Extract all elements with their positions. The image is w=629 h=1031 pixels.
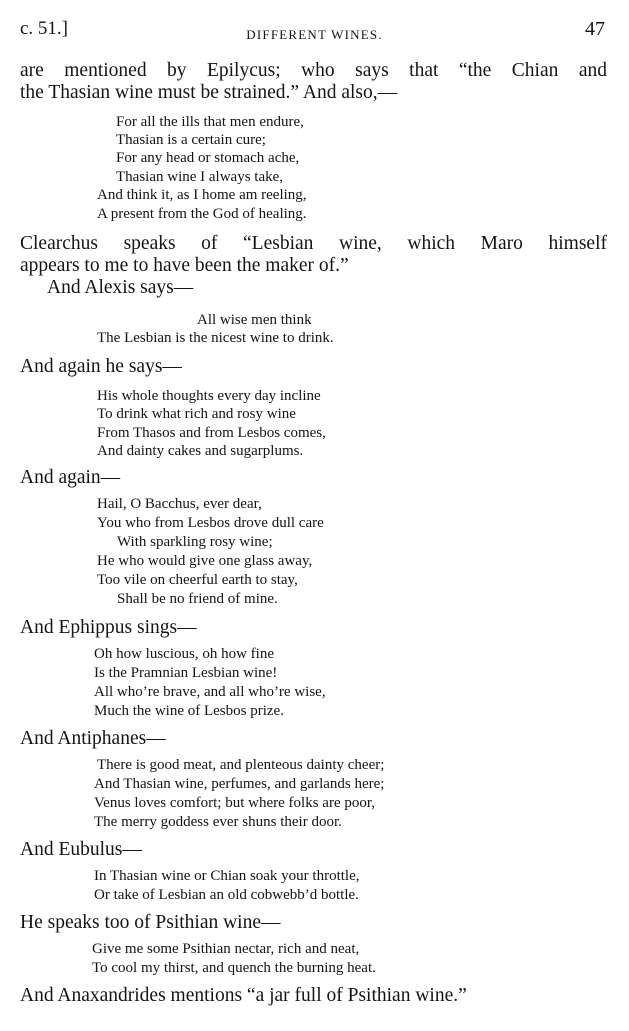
verse-line: There is good meat, and plenteous dainty cheer; xyxy=(97,757,385,773)
verse-line: Venus loves comfort; but where folks are poor, xyxy=(94,795,375,811)
verse-line: Much the wine of Lesbos prize. xyxy=(94,703,284,719)
verse-line: All who’re brave, and all who’re wise, xyxy=(94,684,326,700)
verse-line: Hail, O Bacchus, ever dear, xyxy=(97,496,262,512)
verse-line: Or take of Lesbian an old cobwebb’d bottle. xyxy=(94,887,359,903)
running-title: DIFFERENT WINES. xyxy=(246,27,383,42)
prose-line: And Anaxandrides mentions “a jar full of Psithian wine.” xyxy=(20,985,467,1006)
verse-line: You who from Lesbos drove dull care xyxy=(97,515,324,531)
verse-line: And Thasian wine, perfumes, and garlands here; xyxy=(94,776,385,792)
verse-line: Thasian is a certain cure; xyxy=(116,132,266,148)
verse-line: The merry goddess ever shuns their door. xyxy=(94,814,342,830)
prose-line: Clearchus speaks of “Lesbian wine, which Maro himself xyxy=(20,233,607,254)
verse-line: And think it, as I home am reeling, xyxy=(97,187,307,203)
prose-line: And Ephippus sings— xyxy=(20,617,197,638)
verse-line: He who would give one glass away, xyxy=(97,553,313,569)
verse-line: His whole thoughts every day incline xyxy=(97,388,321,404)
prose-line: And Alexis says— xyxy=(47,277,194,298)
verse-line: And dainty cakes and sugarplums. xyxy=(97,443,304,459)
verse-line: Give me some Psithian nectar, rich and neat, xyxy=(92,941,360,957)
verse-line: Is the Pramnian Lesbian wine! xyxy=(94,665,278,681)
verse-line: Oh how luscious, oh how fine xyxy=(94,646,274,662)
prose-line: are mentioned by Epilycus; who says that “the Chian and xyxy=(20,60,607,81)
verse-line: Too vile on cheerful earth to stay, xyxy=(97,572,298,588)
prose-line: And again he says— xyxy=(20,356,182,377)
verse-line: A present from the God of healing. xyxy=(97,206,307,222)
prose-line: And Eubulus— xyxy=(20,839,142,860)
verse-line: Thasian wine I always take, xyxy=(116,169,284,185)
chapter-reference: c. 51.] xyxy=(20,18,69,39)
prose-line: He speaks too of Psithian wine— xyxy=(20,912,281,933)
verse-line: For all the ills that men endure, xyxy=(116,114,304,130)
verse-line: To drink what rich and rosy wine xyxy=(97,406,296,422)
page-number: 47 xyxy=(585,18,605,40)
verse-line: To cool my thirst, and quench the burning heat. xyxy=(92,960,376,976)
verse-line: From Thasos and from Lesbos comes, xyxy=(97,425,326,441)
prose-line: And Antiphanes— xyxy=(20,728,166,749)
verse-line: In Thasian wine or Chian soak your throttle, xyxy=(94,868,360,884)
verse-line: All wise men think xyxy=(197,312,312,328)
verse-line: For any head or stomach ache, xyxy=(116,150,300,166)
prose-line: the Thasian wine must be strained.” And also,— xyxy=(20,82,398,103)
prose-line: And again— xyxy=(20,467,121,488)
verse-line: Shall be no friend of mine. xyxy=(117,591,278,607)
verse-line: The Lesbian is the nicest wine to drink. xyxy=(97,330,334,346)
prose-line: appears to me to have been the maker of.” xyxy=(20,255,349,276)
verse-line: With sparkling rosy wine; xyxy=(117,534,273,550)
